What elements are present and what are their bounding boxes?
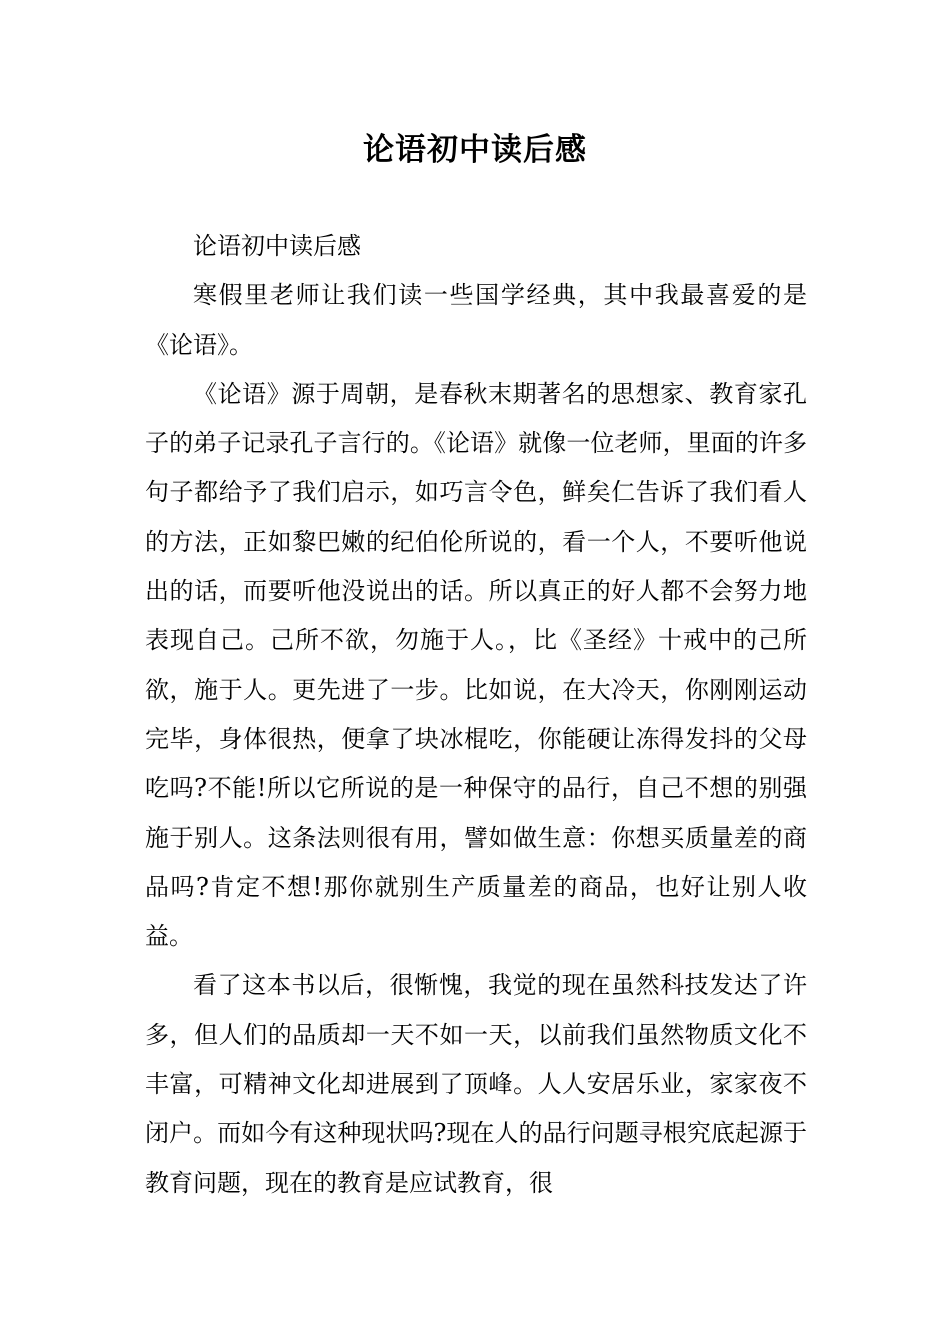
- paragraph-reflection: 看了这本书以后，很惭愧，我觉的现在虽然科技发达了许多，但人们的品质却一天不如一天，以前我们虽然物质文化不丰富，可精神文化却进展到了顶峰。人人安居乐业，家家夜不闭户。而如今有这种现状吗?现在人的品行问题寻根究底起源于教育问题，现在的教育是应试教育，很: [145, 971, 807, 1197]
- document-body: [145, 222, 807, 1208]
- paragraph-analects-content: 《论语》源于周朝，是春秋末期著名的思想家、教育家孔子的弟子记录孔子言行的。《论语》就像一位老师，里面的许多句子都给予了我们启示，如巧言令色，鲜矣仁告诉了我们看人的方法，正如黎巴嫩的纪伯伦所说的，看一个人，不要听他说出的话，而要听他没说出的话。所以真正的好人都不会努力地表现自己。己所不欲，勿施于人。，比《圣经》十戒中的己所欲，施于人。更先进了一步。比如说，在大冷天，你刚刚运动完毕，身体很热，便拿了块冰棍吃，你能硬让冻得发抖的父母吃吗?不能!所以它所说的是一种保守的品行，自己不想的别强施于别人。这条法则很有用，譬如做生意：你想买质量差的商品吗?肯定不想!那你就别生产质量差的商品，也好让别人收益。: [145, 379, 807, 951]
- paragraph-intro: 寒假里老师让我们读一些国学经典，其中我最喜爱的是《论语》。: [145, 281, 807, 359]
- document-title: 论语初中读后感: [363, 132, 587, 168]
- paragraph-subtitle: 论语初中读后感: [193, 232, 361, 260]
